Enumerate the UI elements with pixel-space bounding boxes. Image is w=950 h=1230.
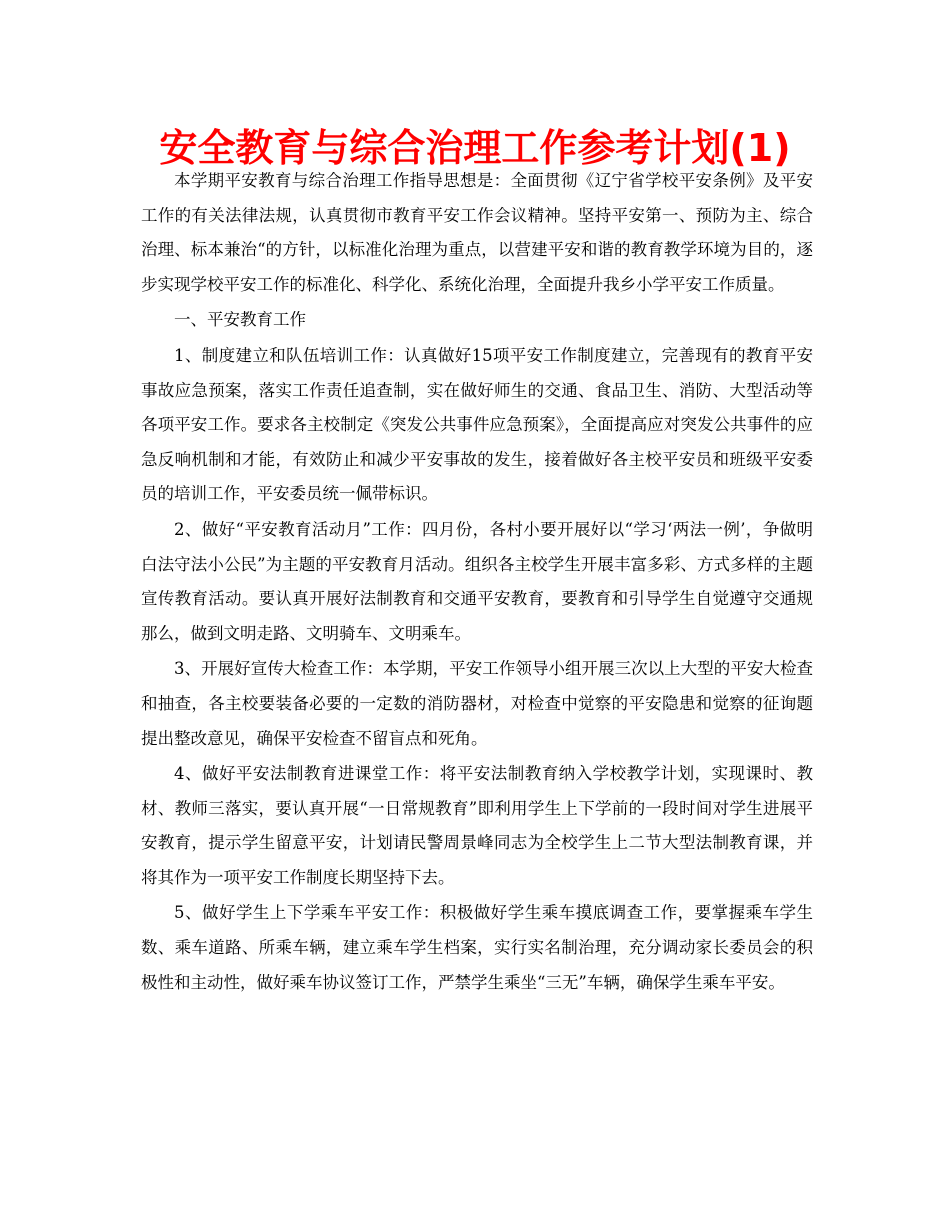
document-body [141, 164, 813, 1001]
item-paragraph-2: 2、做好“平安教育活动月”工作：四月份，各村小要开展好以“学习‘两法一例’，争做明白法守法小公民”为主题的平安教育月活动。组织各主校学生开展丰富多彩、方式多样的主题宣传教育活动。要认真开展好法制教育和交通平安教育，要教育和引导学生自觉遵守交通规那么，做到文明走路、文明骑车、文明乘车。 [141, 519, 813, 643]
document-title: 安全教育与综合治理工作参考计划(1) [159, 126, 791, 170]
intro-paragraph: 本学期平安教育与综合治理工作指导思想是：全面贯彻《辽宁省学校平安条例》及平安工作的有关法律法规，认真贯彻市教育平安工作会议精神。坚持平安第一、预防为主、综合治理、标本兼治“的方针，以标准化治理为重点，以营建平安和谐的教育教学环境为目的，逐步实现学校平安工作的标准化、科学化、系统化治理，全面提升我乡小学平安工作质量。 [141, 171, 813, 294]
item-paragraph-5: 5、做好学生上下学乘车平安工作：积极做好学生乘车摸底调查工作，要掌握乘车学生数、乘车道路、所乘车辆，建立乘车学生档案，实行实名制治理，充分调动家长委员会的积极性和主动性，做好乘车协议签订工作，严禁学生乘坐“三无”车辆，确保学生乘车平安。 [141, 903, 813, 992]
item-paragraph-1: 1、制度建立和队伍培训工作：认真做好15项平安工作制度建立，完善现有的教育平安事故应急预案，落实工作责任追查制，实在做好师生的交通、食品卫生、消防、大型活动等各项平安工作。要求各主校制定《突发公共事件应急预案》，全面提高应对突发公共事件的应急反响机制和才能，有效防止和减少平安事故的发生，接着做好各主校平安员和班级平安委员的培训工作，平安委员统一佩带标识。 [141, 345, 813, 504]
section-heading: 一、平安教育工作 [174, 310, 306, 330]
item-paragraph-4: 4、做好平安法制教育进课堂工作：将平安法制教育纳入学校教学计划，实现课时、教材、教师三落实，要认真开展“一日常规教育”即利用学生上下学前的一段时间对学生进展平安教育，提示学生留意平安，计划请民警周景峰同志为全校学生上二节大型法制教育课，并将其作为一项平安工作制度长期坚持下去。 [141, 764, 813, 887]
item-paragraph-3: 3、开展好宣传大检查工作：本学期，平安工作领导小组开展三次以上大型的平安大检查和抽查，各主校要装备必要的一定数的消防器材，对检查中觉察的平安隐患和觉察的征询题提出整改意见，确保平安检查不留盲点和死角。 [141, 659, 813, 748]
